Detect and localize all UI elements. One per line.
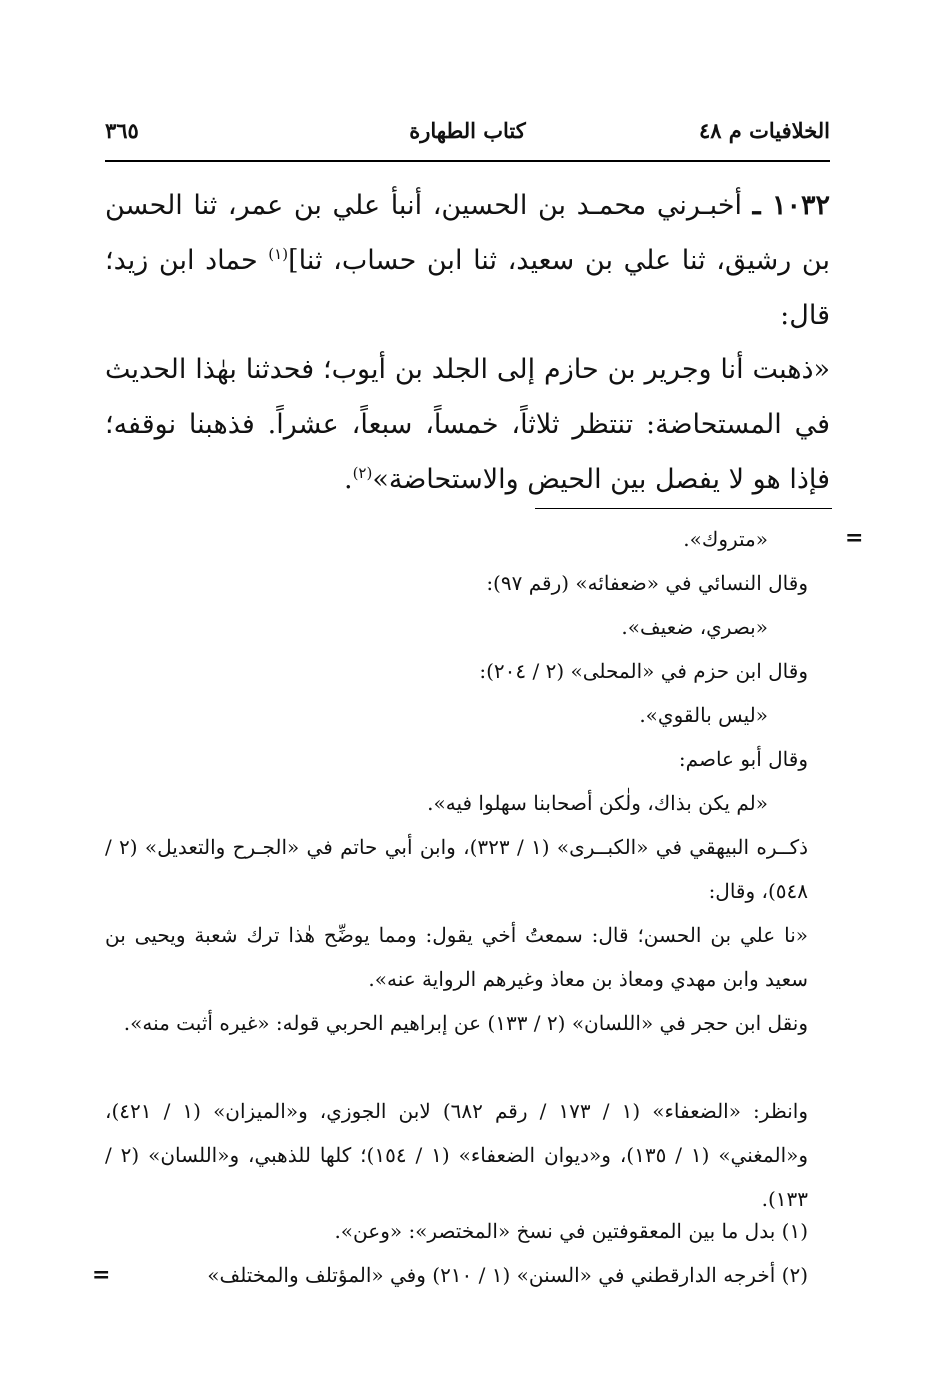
hadith-chain: [105, 178, 830, 343]
matn-text: «ذهبت أنا وجرير بن حازم إلى الجلد بن أيوب؛ فحدثنا بهٰذا الحديث في المستحاضة: تنتظر ثلاثاً، خمساً، سبعاً، عشراً. فذهبنا نوقفه؛ فإذا هو لا يفصل بين الحيض والاستحاضة»: [105, 354, 830, 495]
footnote-line: «بصري، ضعيف».: [621, 615, 768, 639]
footnote-paragraph: «نا علي بن الحسن؛ قال: سمعتُ أخي يقول: ومما يوضِّح هٰذا ترك شعبة ويحيى بن سعيد وابن مهدي ومعاذ بن معاذ وغيرهم الرواية عنه».: [105, 923, 808, 991]
header-rule: [105, 160, 830, 162]
isnad-text: أخبـرني محمـد بن الحسين، أنبأ علي بن عمر، ثنا الحسن بن رشيق، ثنا علي بن سعيد، ثنا ابن حساب، ثنا]: [105, 190, 830, 276]
footnote-1: (١) بدل ما بين المعقوفتين في نسخ «المختصر»: «وعن».: [334, 1219, 808, 1243]
footnote-paragraph: ذكــره البيهقي في «الكبــرى» (١ / ٣٢٣)، وابن أبي حاتم في «الجـرح والتعديل» (٢ / ٥٤٨)، وقال:: [105, 835, 809, 903]
footnote-ref-2: (٢): [352, 464, 373, 482]
header-chapter-title: كتاب الطهارة: [409, 118, 526, 143]
footnote-line: «لم يكن بذاك، ولٰكن أصحابنا سهلوا فيه».: [427, 791, 768, 815]
header-volume-label: الخلافيات م ٤٨: [698, 118, 830, 143]
isnad-end: حماد ابن زيد؛ قال:: [105, 245, 830, 331]
footnote-2: (٢) أخرجه الدارقطني في «السنن» (١ / ٢١٠) وفي «المؤتلف والمختلف»: [207, 1263, 808, 1287]
footnote-separator: [535, 508, 832, 509]
footnote-line: وقال ابن حزم في «المحلى» (٢ / ٢٠٤):: [479, 659, 808, 683]
continuation-mark-top: =: [845, 525, 864, 551]
footnote-line: وقال النسائي في «ضعفائه» (رقم ٩٧):: [486, 571, 808, 595]
footnote-paragraph: ونقل ابن حجر في «اللسان» (٢ / ١٣٣) عن إبراهيم الحربي قوله: «غيره أثبت منه».: [123, 1011, 808, 1035]
footnote-line: «متروك».: [683, 527, 768, 551]
footnote-line: «ليس بالقوي».: [639, 703, 768, 727]
running-header: [105, 118, 830, 154]
continuation-mark-bottom: =: [92, 1262, 111, 1288]
footnote-ref-1: (١): [268, 245, 289, 263]
matn-end: .: [343, 464, 353, 495]
footnote-paragraph: وانظر: «الضعفاء» (١ / ١٧٣ / رقم ٦٨٢) لابن الجوزي، و«الميزان» (١ / ٤٢١)، و«المغني» (١ / ١٣٥)، و«ديوان الضعفاء» (١ / ١٥٤)؛ كلها للذهبي، و«اللسان» (٢ / ١٣٣).: [105, 1099, 809, 1211]
footnote-line: وقال أبو عاصم:: [678, 747, 808, 771]
hadith-matn: [105, 342, 830, 507]
page-number: ٣٦٥: [105, 118, 139, 143]
hadith-number: ١٠٣٢ ـ: [752, 190, 830, 221]
